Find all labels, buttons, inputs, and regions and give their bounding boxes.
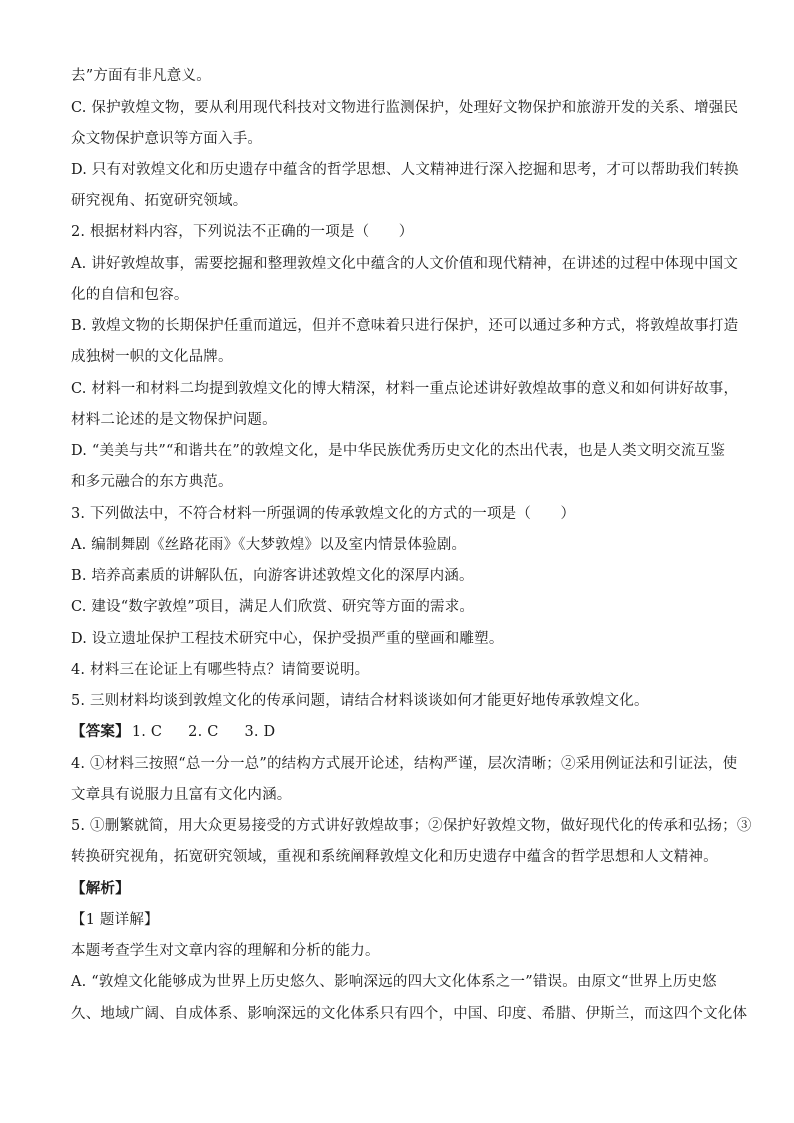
text-line: B. 培养高素质的讲解队伍，向游客讲述敦煌文化的深厚内涵。: [71, 568, 474, 584]
text-line: 和多元融合的东方典范。: [71, 474, 233, 490]
text-line: D. 只有对敦煌文化和历史遗存中蕴含的哲学思想、人文精神进行深入挖掘和思考，才可以帮助我们转换: [71, 162, 739, 178]
text-line: B. 敦煌文物的长期保护任重而道远，但并不意味着只进行保护，还可以通过多种方式，将敦煌故事打造: [71, 318, 739, 334]
question-5-stem: 5. 三则材料均谈到敦煌文化的传承问题，请结合材料谈谈如何才能更好地传承敦煌文化。: [71, 693, 649, 709]
detail-text-line: 久、地域广阔、自成体系、影响深远的文化体系只有四个，中国、印度、希腊、伊斯兰，而这四个文化体: [71, 1006, 748, 1022]
text-line: 去”方面有非凡意义。: [71, 68, 211, 84]
answer-text-line: 4. ①材料三按照“总一分一总”的结构方式展开论述，结构严谨，层次清晰；②采用例证法和引证法，使: [71, 756, 738, 772]
text-line: 成独树一帜的文化品牌。: [71, 349, 233, 365]
answer-item: 1. C: [131, 724, 163, 740]
text-line: A. 编制舞剧《丝路花雨》《大梦敦煌》以及室内情景体验剧。: [71, 537, 467, 553]
text-line: C. 建设“数字敦煌”项目，满足人们欣赏、研究等方面的需求。: [71, 599, 475, 615]
analysis-label: 【解析】: [71, 880, 130, 897]
question-2-stem: 2. 根据材料内容，下列说法不正确的一项是（ ）: [71, 224, 414, 240]
text-line: D. “美美与共”“和谐共在”的敦煌文化，是中华民族优秀历史文化的杰出代表，也是人类文明交流互鉴: [71, 443, 726, 459]
text-line: 材料二论述的是文物保护问题。: [71, 412, 277, 428]
text-line: D. 设立遗址保护工程技术研究中心，保护受损严重的壁画和雕塑。: [71, 631, 504, 647]
text-line: 众文物保护意识等方面入手。: [71, 131, 263, 147]
answer-text-line: 5. ①删繁就简，用大众更易接受的方式讲好敦煌故事；②保护好敦煌文物，做好现代化的传承和弘扬；③: [71, 818, 752, 834]
answer-item: 3. D: [244, 724, 276, 740]
detail-text-line: A. “敦煌文化能够成为世界上历史悠久、影响深远的四大文化体系之一”错误。由原文“世界上历史悠: [71, 974, 717, 990]
text-line: 化的自信和包容。: [71, 287, 189, 303]
question-3-stem: 3. 下列做法中，不符合材料一所强调的传承敦煌文化的方式的一项是（ ）: [71, 506, 576, 522]
text-line: C. 保护敦煌文物，要从利用现代科技对文物进行监测保护，处理好文物保护和旅游开发的关系、增强民: [71, 100, 739, 116]
answer-label: 【答案】: [71, 723, 130, 740]
answer-text-line: 文章具有说服力且富有文化内涵。: [71, 787, 292, 803]
detail-label: 【1 题详解】: [71, 912, 159, 928]
text-line: C. 材料一和材料二均提到敦煌文化的博大精深，材料一重点论述讲好敦煌故事的意义和如何讲好故事，: [71, 381, 739, 397]
detail-text-line: 本题考查学生对文章内容的理解和分析的能力。: [71, 943, 380, 959]
text-line: A. 讲好敦煌故事，需要挖掘和整理敦煌文化中蕴含的人文价值和现代精神，在讲述的过程中体现中国文: [71, 256, 739, 272]
answer-item: 2. C: [188, 724, 219, 740]
question-4-stem: 4. 材料三在论证上有哪些特点？请简要说明。: [71, 662, 370, 678]
answer-line: [71, 722, 731, 742]
answer-text-line: 转换研究视角，拓宽研究领域，重视和系统阐释敦煌文化和历史遗存中蕴含的哲学思想和人文精神。: [71, 849, 718, 865]
text-line: 研究视角、拓宽研究领域。: [71, 193, 248, 209]
